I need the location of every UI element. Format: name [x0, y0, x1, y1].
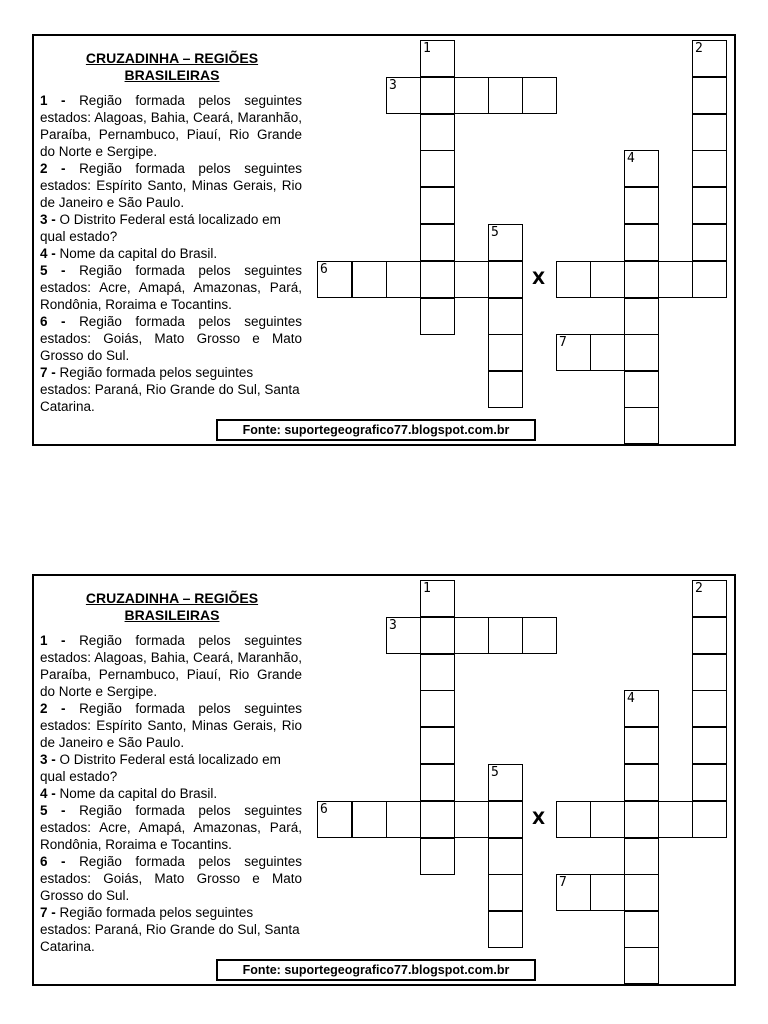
crossword-cell[interactable]: [420, 261, 455, 298]
crossword-cell[interactable]: [454, 617, 489, 654]
crossword-cell[interactable]: [488, 838, 523, 875]
crossword-cell[interactable]: [420, 764, 455, 801]
clue-number-label: 6: [320, 802, 328, 817]
crossword-cell[interactable]: [386, 801, 421, 838]
crossword-cell[interactable]: [590, 261, 625, 298]
crossword-cell[interactable]: [420, 77, 455, 114]
crossword-cell[interactable]: [317, 261, 352, 298]
crossword-cell[interactable]: [624, 727, 659, 764]
clue-text: Região formada pelos seguintes estados: Alagoas, Bahia, Ceará, Maranhão, Paraíba, Pernambuco, Piauí, Rio Grande do Norte e Sergipe.: [40, 633, 302, 699]
crossword-cell[interactable]: [488, 801, 523, 838]
clue-number: 6 -: [40, 854, 66, 869]
separator-x-mark: X: [532, 269, 546, 289]
crossword-cell[interactable]: [488, 617, 523, 654]
crossword-cell[interactable]: [692, 77, 727, 114]
separator-x-mark: X: [532, 809, 546, 829]
crossword-cell[interactable]: [590, 334, 625, 371]
crossword-cell[interactable]: [658, 801, 693, 838]
source-credit: Fonte: suportegeografico77.blogspot.com.br: [216, 419, 536, 441]
crossword-cell[interactable]: [692, 114, 727, 151]
clue-number: 4 -: [40, 786, 56, 801]
clue-text: Região formada pelos seguintes estados: Acre, Amapá, Amazonas, Pará, Rondônia, Roraima e Tocantins.: [40, 803, 302, 852]
crossword-cell[interactable]: [488, 371, 523, 408]
crossword-cell[interactable]: [488, 298, 523, 335]
clue-number-label: 4: [627, 691, 635, 706]
crossword-cell[interactable]: [624, 801, 659, 838]
crossword-cell[interactable]: [624, 407, 659, 444]
crossword-cell[interactable]: [692, 654, 727, 691]
clue-number-label: 3: [389, 618, 397, 633]
crossword-cell[interactable]: [454, 261, 489, 298]
crossword-cell[interactable]: [420, 224, 455, 261]
crossword-grid[interactable]: [34, 36, 738, 448]
clue-number-label: 1: [423, 581, 431, 596]
crossword-cell[interactable]: [692, 617, 727, 654]
crossword-cell[interactable]: [454, 801, 489, 838]
crossword-cell[interactable]: [420, 801, 455, 838]
clue-number-label: 2: [695, 581, 703, 596]
clue-number-label: 7: [559, 335, 567, 350]
crossword-cell[interactable]: [488, 874, 523, 911]
clue-number: 1 -: [40, 93, 66, 108]
clue-number: 3 -: [40, 212, 56, 227]
crossword-cell[interactable]: [556, 874, 591, 911]
crossword-cell[interactable]: [488, 261, 523, 298]
clue-number: 6 -: [40, 314, 66, 329]
crossword-cell[interactable]: [624, 838, 659, 875]
clue-number-label: 3: [389, 78, 397, 93]
crossword-cell[interactable]: [692, 690, 727, 727]
clue-text: O Distrito Federal está localizado em qual estado?: [40, 212, 281, 244]
crossword-cell[interactable]: [420, 690, 455, 727]
clue-text: Região formada pelos seguintes estados: Paraná, Rio Grande do Sul, Santa Catarina.: [40, 905, 300, 954]
crossword-cell[interactable]: [692, 580, 727, 617]
clue-number: 7 -: [40, 905, 56, 920]
crossword-cell[interactable]: [624, 298, 659, 335]
clue-number: 3 -: [40, 752, 56, 767]
crossword-cell[interactable]: [624, 334, 659, 371]
clue-text: Região formada pelos seguintes estados: Paraná, Rio Grande do Sul, Santa Catarina.: [40, 365, 300, 414]
crossword-cell[interactable]: [386, 261, 421, 298]
crossword-cell[interactable]: [624, 187, 659, 224]
crossword-cell[interactable]: [522, 617, 557, 654]
crossword-cell[interactable]: [692, 261, 727, 298]
clue-number-label: 5: [491, 225, 499, 240]
crossword-cell[interactable]: [420, 580, 455, 617]
clue-number: 5 -: [40, 803, 66, 818]
crossword-cell[interactable]: [420, 298, 455, 335]
crossword-cell[interactable]: [692, 224, 727, 261]
crossword-cell[interactable]: [488, 77, 523, 114]
crossword-cell[interactable]: [420, 40, 455, 77]
clue-number: 4 -: [40, 246, 56, 261]
crossword-cell[interactable]: [488, 334, 523, 371]
clue-number: 5 -: [40, 263, 66, 278]
clue-text: Região formada pelos seguintes estados: Goiás, Mato Grosso e Mato Grosso do Sul.: [40, 854, 302, 903]
crossword-cell[interactable]: [692, 727, 727, 764]
crossword-cell[interactable]: [624, 690, 659, 727]
crossword-cell[interactable]: [624, 911, 659, 948]
crossword-cell[interactable]: [624, 947, 659, 984]
clue-text: Nome da capital do Brasil.: [59, 786, 218, 801]
crossword-cell[interactable]: [386, 617, 421, 654]
clue-text: Região formada pelos seguintes estados: Espírito Santo, Minas Gerais, Rio de Janeiro e São Paulo.: [40, 161, 302, 210]
crossword-cell[interactable]: [420, 838, 455, 875]
crossword-cell[interactable]: [590, 874, 625, 911]
crossword-cell[interactable]: [624, 261, 659, 298]
crossword-card-1: [32, 34, 736, 446]
crossword-title: CRUZADINHA – REGIÕES BRASILEIRAS: [85, 590, 259, 623]
crossword-cell[interactable]: [692, 40, 727, 77]
crossword-cell[interactable]: [522, 77, 557, 114]
crossword-cell[interactable]: [692, 764, 727, 801]
clue-text: Região formada pelos seguintes estados: Goiás, Mato Grosso e Mato Grosso do Sul.: [40, 314, 302, 363]
clue-text: Região formada pelos seguintes estados: Acre, Amapá, Amazonas, Pará, Rondônia, Roraima e Tocantins.: [40, 263, 302, 312]
crossword-cell[interactable]: [420, 150, 455, 187]
clue-text: Nome da capital do Brasil.: [59, 246, 218, 261]
crossword-cell[interactable]: [658, 261, 693, 298]
clue-number: 2 -: [40, 161, 66, 176]
clue-number-label: 6: [320, 262, 328, 277]
crossword-title: CRUZADINHA – REGIÕES BRASILEIRAS: [85, 50, 259, 83]
crossword-cell[interactable]: [420, 654, 455, 691]
crossword-cell[interactable]: [488, 764, 523, 801]
crossword-cell[interactable]: [556, 334, 591, 371]
crossword-cell[interactable]: [420, 114, 455, 151]
crossword-cell[interactable]: [352, 801, 387, 838]
clue-number: 7 -: [40, 365, 56, 380]
clue-text: O Distrito Federal está localizado em qual estado?: [40, 752, 281, 784]
crossword-cell[interactable]: [624, 764, 659, 801]
crossword-cell[interactable]: [692, 150, 727, 187]
crossword-cell[interactable]: [386, 77, 421, 114]
clue-text: Região formada pelos seguintes estados: Espírito Santo, Minas Gerais, Rio de Janeiro e São Paulo.: [40, 701, 302, 750]
crossword-cell[interactable]: [624, 224, 659, 261]
crossword-cell[interactable]: [420, 727, 455, 764]
clue-number-label: 4: [627, 151, 635, 166]
crossword-cell[interactable]: [420, 187, 455, 224]
crossword-cell[interactable]: [692, 801, 727, 838]
clue-number: 2 -: [40, 701, 66, 716]
crossword-cell[interactable]: [624, 150, 659, 187]
crossword-cell[interactable]: [624, 874, 659, 911]
crossword-cell[interactable]: [317, 801, 352, 838]
crossword-cell[interactable]: [488, 224, 523, 261]
crossword-cell[interactable]: [488, 911, 523, 948]
crossword-card-2: [32, 574, 736, 986]
clue-number-label: 2: [695, 41, 703, 56]
crossword-cell[interactable]: [556, 801, 591, 838]
clue-number: 1 -: [40, 633, 66, 648]
crossword-cell[interactable]: [352, 261, 387, 298]
crossword-cell[interactable]: [624, 371, 659, 408]
crossword-cell[interactable]: [454, 77, 489, 114]
crossword-cell[interactable]: [556, 261, 591, 298]
clue-number-label: 5: [491, 765, 499, 780]
crossword-cell[interactable]: [692, 187, 727, 224]
clue-text: Região formada pelos seguintes estados: Alagoas, Bahia, Ceará, Maranhão, Paraíba, Pernambuco, Piauí, Rio Grande do Norte e Sergipe.: [40, 93, 302, 159]
clue-number-label: 7: [559, 875, 567, 890]
source-credit: Fonte: suportegeografico77.blogspot.com.br: [216, 959, 536, 981]
crossword-cell[interactable]: [590, 801, 625, 838]
clue-number-label: 1: [423, 41, 431, 56]
crossword-cell[interactable]: [420, 617, 455, 654]
crossword-grid[interactable]: [34, 576, 738, 988]
